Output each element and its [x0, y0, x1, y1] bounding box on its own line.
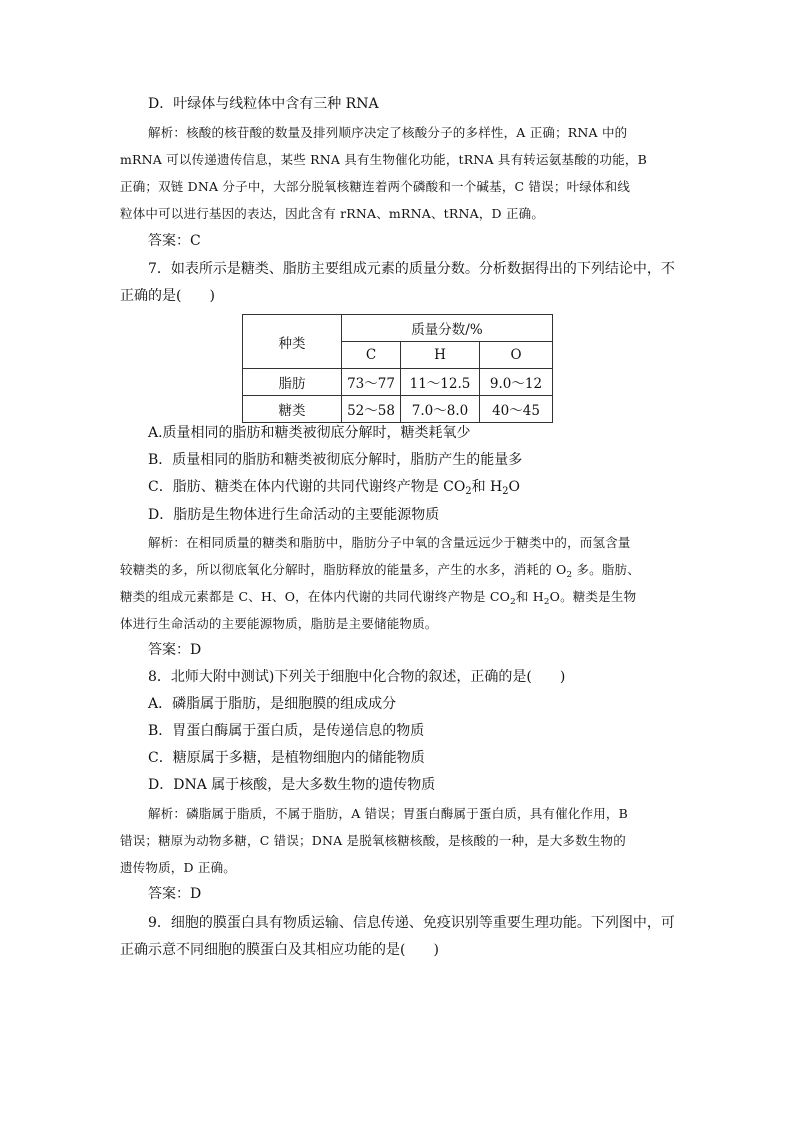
table-cell: 52～58: [342, 396, 401, 423]
table-row-name: 脂肪: [243, 369, 342, 396]
q8-option-a: A．磷脂属于脂肪，是细胞膜的组成成分: [148, 696, 397, 712]
q8-option-b: B．胃蛋白酶属于蛋白质，是传递信息的物质: [148, 723, 425, 739]
q6-analysis-line-2: mRNA 可以传递遗传信息，某些 RNA 具有生物催化功能，tRNA 具有转运氨基酸的功能，B: [120, 152, 647, 167]
table-cell: 9.0～12: [480, 369, 553, 396]
table-cell: 73～77: [342, 369, 401, 396]
q6-option-d: D．叶绿体与线粒体中含有三种 RNA: [148, 96, 379, 112]
q7-option-d: D．脂肪是生物体进行生命活动的主要能源物质: [148, 507, 440, 523]
q8-analysis-line-3: 遗传物质，D 正确。: [120, 860, 236, 875]
q7-analysis-line-1: 解析：在相同质量的糖类和脂肪中，脂肪分子中氧的含量远远少于糖类中的，而氢含量: [148, 535, 631, 550]
q6-analysis-line-1: 解析：核酸的核苷酸的数量及排列顺序决定了核酸分子的多样性，A 正确；RNA 中的: [148, 125, 628, 140]
q6-answer: 答案：C: [148, 233, 201, 249]
q8-analysis-line-2: 错误；糖原为动物多糖，C 错误；DNA 是脱氧核糖核酸，是核酸的一种，是大多数生物的: [120, 833, 626, 848]
q7-analysis-line-3: 糖类的组成元素都是 C、H、O，在体内代谢的共同代谢终产物是 $CO_2$和 $H_2O$。糖类是生物: [120, 589, 637, 607]
table-header-kind: 种类: [243, 315, 342, 369]
table-row: [243, 369, 553, 396]
q7-analysis-line-4: 体进行生命活动的主要能源物质，脂肪是主要储能物质。: [120, 616, 438, 631]
q7-stem-line-1: 7．如表所示是糖类、脂肪主要组成元素的质量分数。分析数据得出的下列结论中，不: [148, 261, 675, 277]
composition-table: [242, 314, 553, 423]
q7-analysis-line-2: 较糖类的多，所以彻底氧化分解时，脂肪释放的能量多，产生的水多，消耗的 $O_2$ 多。脂肪、: [120, 562, 640, 580]
table-row-name: 糖类: [243, 396, 342, 423]
q8-answer: 答案：D: [148, 886, 202, 902]
q9-stem-line-2: 正确示意不同细胞的膜蛋白及其相应功能的是( ): [120, 942, 439, 958]
q6-analysis-line-4: 粒体中可以进行基因的表达，因此含有 rRNA、mRNA、tRNA，D 正确。: [120, 206, 545, 221]
q8-stem: 8．北师大附中测试)下列关于细胞中化合物的叙述，正确的是( ): [148, 669, 566, 685]
q8-option-d: D．DNA 属于核酸，是大多数生物的遗传物质: [148, 777, 436, 793]
table-row: [243, 396, 553, 423]
q7-option-a: A.质量相同的脂肪和糖类被彻底分解时，糖类耗氧少: [148, 425, 471, 441]
table-header-mass: 质量分数/%: [342, 315, 553, 342]
table-cell: 7.0～8.0: [401, 396, 480, 423]
q9-stem-line-1: 9．细胞的膜蛋白具有物质运输、信息传递、免疫识别等重要生理功能。下列图中，可: [148, 915, 675, 931]
table-header-c: C: [342, 342, 401, 369]
q7-option-b: B．质量相同的脂肪和糖类被彻底分解时，脂肪产生的能量多: [148, 452, 523, 468]
table-header-h: H: [401, 342, 480, 369]
table-cell: 40～45: [480, 396, 553, 423]
table-header-o: O: [480, 342, 553, 369]
table-cell: 11～12.5: [401, 369, 480, 396]
q7-stem-line-2: 正确的是( ): [120, 288, 215, 304]
q6-analysis-line-3: 正确；双链 DNA 分子中，大部分脱氧核糖连着两个磷酸和一个碱基，C 错误；叶绿体和线: [120, 179, 631, 194]
q7-answer: 答案：D: [148, 642, 202, 658]
q8-option-c: C．糖原属于多糖，是植物细胞内的储能物质: [148, 750, 425, 766]
q8-analysis-line-1: 解析：磷脂属于脂质，不属于脂肪，A 错误；胃蛋白酶属于蛋白质，具有催化作用，B: [148, 806, 628, 821]
q7-option-c: C．脂肪、糖类在体内代谢的共同代谢终产物是 $CO_2$和 $H_2O$: [148, 479, 520, 497]
